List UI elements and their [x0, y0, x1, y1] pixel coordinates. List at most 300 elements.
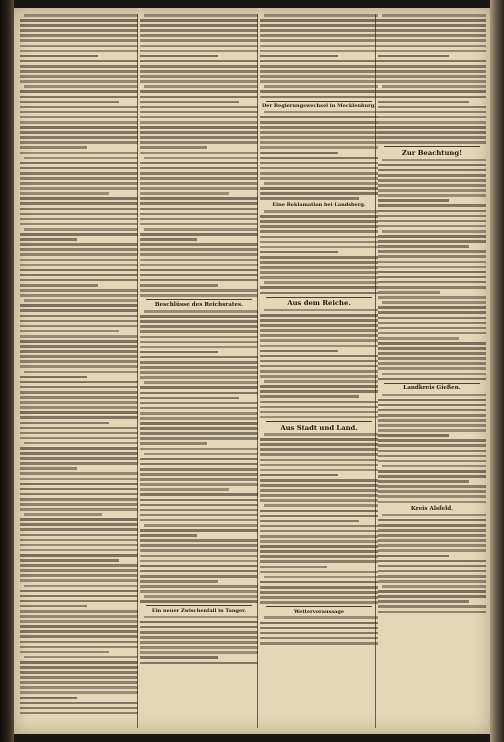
text-line	[378, 29, 486, 32]
text-line	[378, 519, 486, 522]
text-line	[20, 233, 138, 236]
text-line	[260, 642, 378, 645]
column-2	[140, 14, 258, 728]
text-line	[20, 309, 138, 312]
text-line	[140, 65, 258, 68]
text-line	[140, 641, 258, 644]
text-line	[140, 499, 258, 502]
text-line	[378, 362, 486, 365]
text-line	[140, 34, 258, 37]
text-line	[140, 646, 258, 649]
text-line	[260, 401, 378, 404]
column-3-text	[260, 14, 378, 98]
text-line	[378, 131, 486, 134]
text-line	[140, 346, 258, 349]
text-line	[140, 361, 258, 364]
text-line	[378, 101, 469, 104]
text-line	[24, 85, 138, 88]
text-line	[378, 485, 486, 488]
text-line	[20, 70, 138, 73]
text-line	[140, 519, 258, 522]
text-line	[378, 357, 486, 360]
text-line	[20, 498, 138, 501]
text-line	[24, 442, 138, 445]
text-line	[20, 590, 138, 593]
text-line	[260, 339, 378, 342]
text-line	[260, 627, 378, 630]
text-line	[378, 174, 486, 177]
text-line	[140, 146, 207, 149]
text-line	[378, 240, 486, 243]
headline-wetter: Wettervoraussage	[293, 608, 345, 615]
text-line	[20, 671, 138, 674]
text-line	[20, 681, 138, 684]
text-line	[260, 438, 378, 441]
text-line	[24, 299, 138, 302]
text-line	[378, 210, 486, 213]
text-line	[20, 197, 138, 200]
text-line	[264, 433, 378, 436]
text-line	[378, 19, 486, 22]
text-line	[260, 545, 378, 548]
text-line	[140, 208, 258, 211]
text-line	[20, 172, 138, 175]
text-line	[260, 489, 378, 492]
text-line	[378, 286, 486, 289]
text-line	[378, 460, 486, 463]
text-line	[20, 304, 138, 307]
text-line	[20, 146, 87, 149]
text-line	[260, 192, 378, 195]
text-line	[20, 315, 138, 318]
text-line	[378, 255, 486, 258]
text-line	[378, 327, 486, 330]
text-line	[260, 116, 378, 119]
text-line	[260, 530, 378, 533]
text-line	[382, 465, 486, 468]
text-line	[140, 90, 258, 93]
text-line	[20, 259, 138, 262]
text-line	[144, 453, 258, 456]
text-line	[378, 311, 486, 314]
text-line	[140, 468, 258, 471]
text-line	[378, 337, 459, 340]
text-line	[260, 375, 378, 378]
divider	[266, 297, 372, 298]
headline-reichsrat: Beschlüsse des Reichsrates.	[154, 301, 244, 308]
column-3	[260, 14, 378, 728]
text-line	[20, 335, 138, 338]
text-line	[20, 340, 138, 343]
text-line	[140, 448, 258, 451]
text-line	[260, 365, 378, 368]
headline-landkreis-giessen: Landkreis Gießen.	[403, 385, 461, 392]
text-line	[20, 579, 138, 582]
text-line	[20, 452, 138, 455]
divider	[146, 605, 252, 606]
text-line	[20, 177, 138, 180]
column-4-text	[378, 14, 486, 144]
headline-stadt-und-land: Aus Stadt und Land.	[280, 423, 358, 432]
text-line	[20, 34, 138, 37]
text-line	[140, 187, 258, 190]
column-2-article	[140, 310, 258, 603]
text-line	[20, 630, 138, 633]
text-line	[140, 177, 258, 180]
text-line	[140, 575, 258, 578]
text-line	[20, 223, 138, 226]
text-line	[20, 264, 138, 267]
text-line	[260, 395, 359, 398]
text-line	[20, 416, 138, 419]
text-line	[260, 443, 378, 446]
text-line	[144, 228, 258, 231]
text-line	[140, 478, 258, 481]
text-line	[382, 159, 486, 162]
text-line	[260, 261, 378, 264]
text-line	[140, 289, 258, 292]
text-line	[260, 187, 378, 190]
text-line	[20, 467, 77, 470]
text-line	[20, 666, 138, 669]
text-line	[140, 284, 218, 287]
text-line	[20, 437, 138, 440]
text-line	[378, 490, 486, 493]
text-line	[260, 29, 378, 32]
text-line	[260, 479, 378, 482]
text-line	[378, 534, 486, 537]
text-line	[378, 194, 486, 197]
text-line	[140, 555, 258, 558]
text-line	[140, 45, 258, 48]
text-line	[140, 473, 258, 476]
text-line	[260, 172, 378, 175]
text-line	[378, 404, 486, 407]
text-line	[20, 152, 138, 155]
divider	[146, 299, 252, 300]
text-line	[140, 248, 258, 251]
text-line	[140, 356, 258, 359]
text-line	[20, 243, 138, 246]
text-line	[140, 631, 258, 634]
text-line	[20, 345, 138, 348]
text-line	[140, 141, 258, 144]
text-line	[378, 204, 486, 207]
text-line	[260, 167, 378, 170]
text-line	[20, 620, 138, 623]
text-line	[260, 324, 378, 327]
text-line	[260, 385, 378, 388]
text-line	[140, 167, 258, 170]
text-line	[378, 470, 486, 473]
text-line	[382, 301, 486, 304]
text-line	[260, 345, 378, 348]
text-line	[140, 580, 218, 583]
text-line	[260, 236, 378, 239]
text-line	[140, 279, 258, 282]
text-line	[20, 213, 138, 216]
text-line	[140, 427, 258, 430]
text-line	[378, 570, 486, 573]
text-line	[140, 407, 258, 410]
text-line	[260, 632, 378, 635]
text-line	[382, 85, 486, 88]
text-line	[140, 238, 197, 241]
text-line	[260, 152, 338, 155]
text-line	[20, 508, 138, 511]
text-line	[20, 707, 138, 710]
text-line	[378, 529, 486, 532]
text-line	[20, 569, 138, 572]
text-line	[140, 39, 258, 42]
text-line	[378, 179, 486, 182]
text-line	[260, 581, 378, 584]
text-line	[20, 360, 138, 363]
text-line	[260, 535, 378, 538]
text-line	[20, 182, 138, 185]
text-line	[20, 131, 138, 134]
text-line	[20, 523, 138, 526]
text-line	[260, 197, 359, 200]
text-line	[260, 360, 378, 363]
text-line	[140, 19, 258, 22]
text-line	[378, 575, 486, 578]
text-line	[140, 111, 258, 114]
text-line	[20, 605, 87, 608]
text-line	[20, 610, 138, 613]
text-line	[20, 325, 138, 328]
text-line	[378, 399, 486, 402]
text-line	[260, 121, 378, 124]
text-line	[378, 169, 486, 172]
text-line	[20, 625, 138, 628]
text-line	[20, 549, 138, 552]
text-line	[140, 417, 258, 420]
text-line	[20, 401, 138, 404]
column-4-article	[378, 159, 486, 381]
text-line	[260, 566, 327, 569]
text-line	[140, 243, 258, 246]
text-line	[260, 19, 378, 22]
text-line	[20, 167, 138, 170]
text-line	[140, 172, 258, 175]
text-line	[140, 24, 258, 27]
text-line	[20, 539, 138, 542]
text-line	[260, 622, 378, 625]
text-line	[20, 447, 138, 450]
binding-edge-right	[490, 0, 504, 742]
text-line	[140, 626, 258, 629]
text-line	[378, 235, 486, 238]
text-line	[20, 289, 138, 292]
text-line	[140, 636, 258, 639]
column-1	[20, 14, 138, 728]
text-line	[140, 371, 258, 374]
text-line	[260, 571, 378, 574]
text-line	[260, 50, 378, 53]
text-line	[260, 591, 378, 594]
text-line	[140, 570, 258, 573]
text-line	[378, 96, 486, 99]
text-line	[264, 111, 378, 114]
text-line	[260, 329, 378, 332]
text-line	[140, 75, 258, 78]
text-line	[260, 453, 378, 456]
text-line	[20, 269, 138, 272]
text-line	[140, 493, 258, 496]
text-line	[140, 351, 218, 354]
text-line	[140, 101, 239, 104]
text-line	[378, 429, 486, 432]
text-line	[140, 259, 258, 262]
text-line	[20, 294, 138, 297]
text-line	[140, 202, 258, 205]
text-line	[378, 90, 486, 93]
text-line	[20, 29, 138, 32]
text-line	[20, 472, 138, 475]
text-line	[140, 152, 258, 155]
text-line	[20, 24, 138, 27]
text-line	[378, 352, 486, 355]
text-line	[20, 90, 138, 93]
text-line	[378, 580, 486, 583]
text-line	[378, 600, 469, 603]
text-line	[140, 269, 258, 272]
text-line	[140, 662, 258, 665]
text-line	[260, 24, 378, 27]
text-line	[378, 245, 469, 248]
text-line	[260, 560, 378, 563]
column-1-text	[20, 14, 138, 714]
text-line	[378, 136, 486, 139]
text-line	[382, 514, 486, 517]
text-line	[140, 656, 218, 659]
text-line	[378, 378, 486, 381]
text-line	[140, 341, 258, 344]
text-line	[260, 65, 378, 68]
text-line	[378, 271, 486, 274]
text-line	[260, 80, 378, 83]
text-line	[20, 528, 138, 531]
text-line	[260, 96, 378, 99]
text-line	[140, 483, 258, 486]
text-line	[140, 274, 258, 277]
text-line	[378, 281, 486, 284]
divider	[266, 606, 372, 607]
text-line	[260, 319, 378, 322]
text-line	[264, 504, 378, 507]
text-line	[20, 96, 138, 99]
text-line	[382, 14, 486, 17]
text-line	[140, 218, 258, 221]
text-line	[140, 213, 258, 216]
text-line	[20, 65, 138, 68]
text-line	[378, 215, 486, 218]
column-3-article-2	[260, 210, 378, 294]
text-line	[260, 251, 338, 254]
text-line	[144, 524, 258, 527]
text-line	[260, 286, 378, 289]
text-line	[140, 131, 258, 134]
text-line	[260, 596, 378, 599]
text-line	[378, 24, 486, 27]
text-line	[20, 238, 77, 241]
text-line	[260, 225, 378, 228]
text-line	[144, 85, 258, 88]
text-line	[260, 230, 378, 233]
text-line	[140, 29, 258, 32]
text-line	[20, 615, 138, 618]
text-line	[140, 488, 229, 491]
text-line	[378, 434, 449, 437]
text-line	[264, 182, 378, 185]
headline-tanger: Ein neuer Zwischenfall in Tanger.	[151, 608, 247, 615]
text-line	[260, 469, 378, 472]
text-line	[140, 315, 258, 318]
text-line	[264, 380, 378, 383]
text-line	[378, 106, 486, 109]
text-line	[20, 559, 119, 562]
text-line	[20, 457, 138, 460]
text-line	[24, 585, 138, 588]
text-line	[20, 600, 138, 603]
text-line	[260, 126, 378, 129]
text-line	[260, 540, 378, 543]
text-line	[260, 215, 378, 218]
text-line	[20, 712, 138, 715]
text-line	[260, 276, 378, 279]
text-line	[20, 691, 138, 694]
text-line	[260, 39, 378, 42]
text-line	[140, 253, 258, 256]
text-line	[144, 595, 258, 598]
text-line	[20, 111, 138, 114]
text-line	[20, 248, 138, 251]
text-line	[20, 483, 138, 486]
divider	[384, 383, 480, 384]
text-line	[378, 549, 486, 552]
text-line	[20, 121, 138, 124]
text-line	[378, 342, 486, 345]
text-line	[260, 136, 378, 139]
text-line	[260, 525, 378, 528]
text-line	[144, 381, 258, 384]
text-line	[20, 554, 138, 557]
text-line	[260, 499, 378, 502]
text-line	[260, 177, 378, 180]
text-line	[140, 233, 258, 236]
text-line	[140, 590, 258, 593]
text-line	[260, 637, 378, 640]
text-line	[24, 656, 138, 659]
text-line	[140, 504, 258, 507]
headline-aus-dem-reiche: Aus dem Reiche.	[287, 299, 351, 308]
text-line	[140, 192, 229, 195]
text-line	[260, 246, 378, 249]
text-line	[140, 402, 258, 405]
text-line	[260, 448, 378, 451]
text-line	[260, 60, 378, 63]
text-line	[378, 475, 486, 478]
text-line	[378, 332, 486, 335]
text-line	[20, 80, 138, 83]
text-line	[140, 392, 258, 395]
text-line	[20, 697, 77, 700]
text-line	[260, 411, 378, 414]
text-line	[20, 365, 138, 368]
text-line	[140, 514, 258, 517]
text-line	[260, 90, 378, 93]
